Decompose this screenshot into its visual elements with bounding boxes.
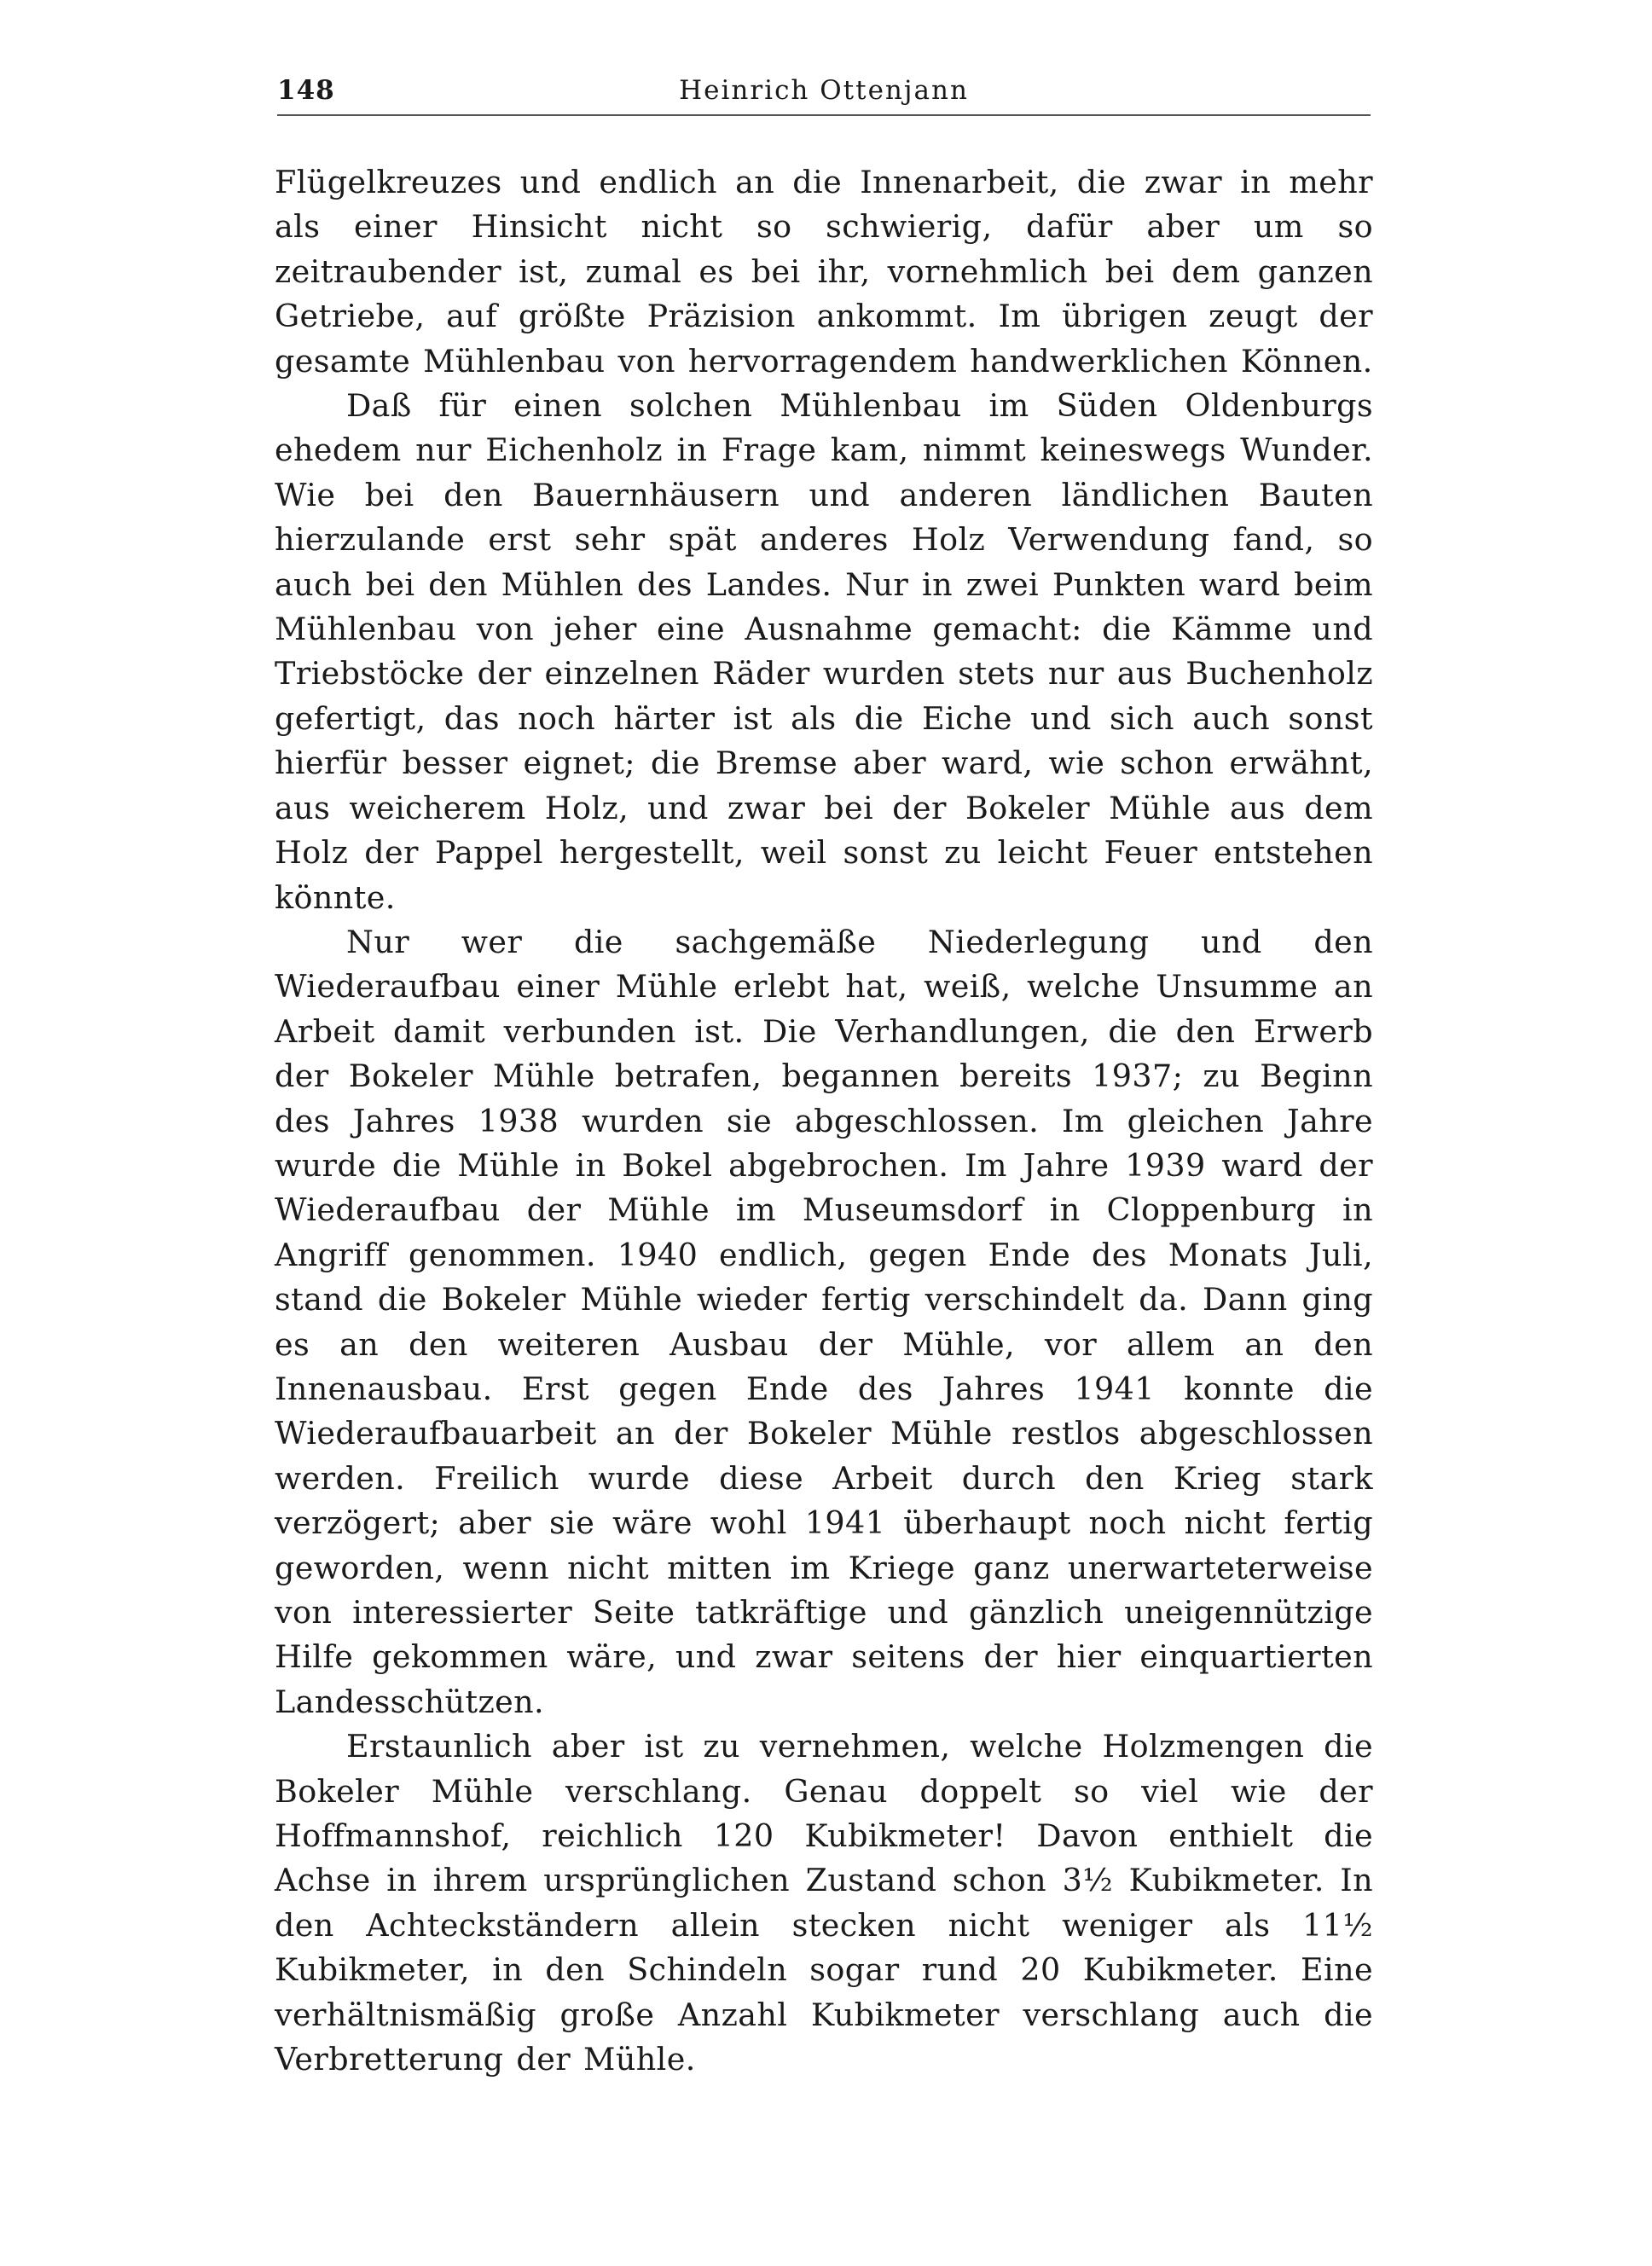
header-author: Heinrich Ottenjann (679, 75, 969, 106)
paragraph-4: Erstaunlich aber ist zu vernehmen, welche Holzmengen die Bokeler Mühle verschlang. Genau doppelt so viel wie der Hoffmannshof, reichlich 120 Kubikmeter! Davon enthielt die Achse in ihrem ursprünglichen Zustand schon 3½ Kubikmeter. In den Achteckständern allein stecken nicht weniger als 11½ Kubikmeter, in den Schindeln sogar rund 20 Kubikmeter. Eine verhältnismäßig große Anzahl Kubikmeter verschlang auch die Verbretterung der Mühle. (275, 1728, 1373, 2078)
body-text (275, 160, 1373, 2082)
paragraph-2: Daß für einen solchen Mühlenbau im Süden Oldenburgs ehedem nur Eichenholz in Frage kam, nimmt keineswegs Wunder. Wie bei den Bauernhäusern und anderen ländlichen Bauten hierzulande erst sehr spät anderes Holz Verwendung fand, so auch bei den Mühlen des Landes. Nur in zwei Punkten ward beim Mühlenbau von jeher eine Ausnahme gemacht: die Kämme und Triebstöcke der einzelnen Räder wurden stets nur aus Buchenholz gefertigt, das noch härter ist als die Eiche und sich auch sonst hierfür besser eignet; die Bremse aber ward, wie schon erwähnt, aus weicherem Holz, und zwar bei der Bokeler Mühle aus dem Holz der Pappel hergestellt, weil sonst zu leicht Feuer entstehen könnte. (275, 387, 1373, 916)
running-header (277, 67, 1371, 116)
paragraph-3: Nur wer die sachgemäße Niederlegung und den Wiederaufbau einer Mühle erlebt hat, weiß, welche Unsumme an Arbeit damit verbunden ist. Die Verhandlungen, die den Erwerb der Bokeler Mühle betrafen, begannen bereits 1937; zu Beginn des Jahres 1938 wurden sie abgeschlossen. Im gleichen Jahre wurde die Mühle in Bokel abgebrochen. Im Jahre 1939 ward der Wiederaufbau der Mühle im Museumsdorf in Cloppenburg in Angriff genommen. 1940 endlich, gegen Ende des Monats Juli, stand die Bokeler Mühle wieder fertig verschindelt da. Dann ging es an den weiteren Ausbau der Mühle, vor allem an den Innenausbau. Erst gegen Ende des Jahres 1941 konnte die Wiederaufbauarbeit an der Bokeler Mühle restlos abgeschlossen werden. Freilich wurde diese Arbeit durch den Krieg stark verzögert; aber sie wäre wohl 1941 überhaupt noch nicht fertig geworden, wenn nicht mitten im Kriege ganz unerwarteterweise von interessierter Seite tatkräftige und gänzlich uneigennützige Hilfe gekommen wäre, und zwar seitens der hier einquartierten Landesschützen. (275, 923, 1373, 1720)
paragraph-1: Flügelkreuzes und endlich an die Innenarbeit, die zwar in mehr als einer Hinsicht nicht so schwierig, dafür aber um so zeitraubender ist, zumal es bei ihr, vornehmlich bei dem ganzen Getriebe, auf größte Präzision ankommt. Im übrigen zeugt der gesamte Mühlenbau von hervorragendem handwerklichen Können. (275, 164, 1373, 380)
page-number: 148 (277, 75, 335, 106)
header-rule (277, 114, 1371, 116)
